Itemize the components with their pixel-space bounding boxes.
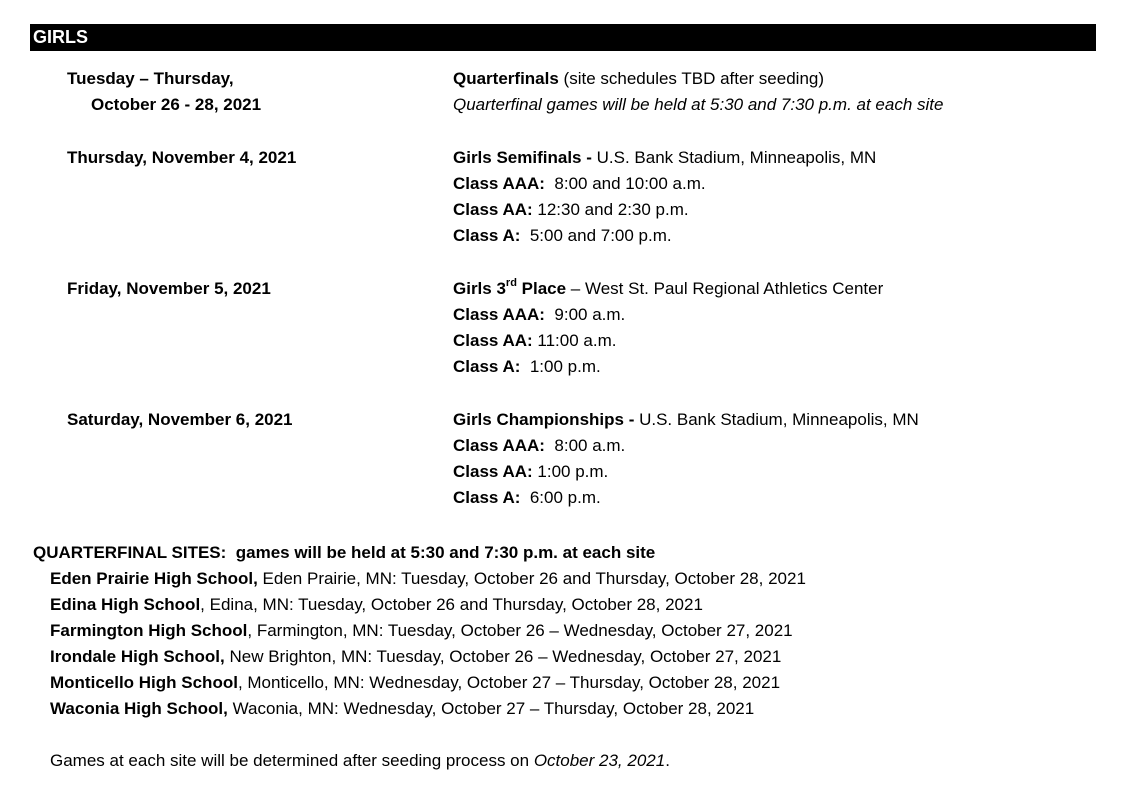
schedule-date: Friday, November 5, 2021 (67, 279, 271, 298)
class-time (453, 354, 601, 380)
footer-note: Games at each site will be determined after seeding process on October 23, 2021. (50, 751, 670, 770)
class-time (453, 328, 616, 354)
class-time (453, 197, 689, 223)
site-item (50, 696, 754, 722)
class-label: Class A: (453, 357, 521, 376)
class-time (453, 433, 625, 459)
site-item (50, 618, 793, 644)
class-time-value: 5:00 and 7:00 p.m. (520, 226, 672, 245)
class-label: Class AAA: (453, 305, 545, 324)
class-time-value: 1:00 p.m. (532, 462, 609, 481)
class-time (453, 485, 601, 511)
event-title: Girls Championships - (453, 410, 635, 429)
class-time (453, 223, 672, 249)
class-label: Class A: (453, 226, 521, 245)
site-detail: New Brighton, MN: Tuesday, October 26 – Wednesday, October 27, 2021 (224, 647, 782, 666)
event-title: Girls Semifinals - (453, 148, 592, 167)
class-label: Class AA: (453, 200, 533, 219)
footer-date: October 23, 2021 (533, 751, 666, 770)
site-detail: , Monticello, MN: Wednesday, October 27 – Thursday, October 28, 2021 (237, 673, 781, 692)
class-time-value: 9:00 a.m. (544, 305, 626, 324)
class-label: Class AAA: (453, 174, 545, 193)
event-title: Quarterfinals (453, 69, 559, 88)
class-time-value: 1:00 p.m. (520, 357, 601, 376)
event-detail: (site schedules TBD after seeding) (558, 69, 825, 88)
class-time-value: 11:00 a.m. (532, 331, 617, 350)
site-school: Eden Prairie High School, (50, 569, 258, 588)
class-time-value: 8:00 a.m. (544, 436, 626, 455)
site-item (50, 566, 806, 592)
site-item (50, 592, 703, 618)
class-time (453, 171, 706, 197)
schedule-event (453, 66, 824, 92)
class-label: Class AAA: (453, 436, 545, 455)
class-label: Class A: (453, 488, 521, 507)
schedule-date-line2: October 26 - 28, 2021 (91, 95, 262, 114)
site-school: Waconia High School, (50, 699, 228, 718)
site-detail: , Farmington, MN: Tuesday, October 26 – Wednesday, October 27, 2021 (247, 621, 793, 640)
event-detail: U.S. Bank Stadium, Minneapolis, MN (591, 148, 877, 167)
class-time (453, 302, 625, 328)
event-detail: U.S. Bank Stadium, Minneapolis, MN (634, 410, 919, 429)
site-item (50, 644, 781, 670)
class-time-value: 8:00 and 10:00 a.m. (544, 174, 706, 193)
event-title: Girls 3rd Place (453, 277, 567, 298)
class-label: Class AA: (453, 331, 533, 350)
schedule-date: Saturday, November 6, 2021 (67, 410, 293, 429)
schedule-note: Quarterfinal games will be held at 5:30 and 7:30 p.m. at each site (453, 95, 944, 114)
event-detail: – West St. Paul Regional Athletics Center (566, 279, 884, 298)
schedule-event (453, 276, 883, 302)
site-school: Monticello High School (50, 673, 238, 692)
site-school: Farmington High School (50, 621, 248, 640)
schedule-event (453, 407, 919, 433)
class-time-value: 6:00 p.m. (520, 488, 601, 507)
class-time (453, 459, 608, 485)
site-detail: Waconia, MN: Wednesday, October 27 – Thursday, October 28, 2021 (227, 699, 755, 718)
class-label: Class AA: (453, 462, 533, 481)
site-item (50, 670, 780, 696)
site-school: Irondale High School, (50, 647, 225, 666)
sites-heading: QUARTERFINAL SITES: games will be held at 5:30 and 7:30 p.m. at each site (33, 543, 656, 562)
site-detail: , Edina, MN: Tuesday, October 26 and Thursday, October 28, 2021 (200, 595, 703, 614)
site-school: Edina High School (50, 595, 201, 614)
site-detail: Eden Prairie, MN: Tuesday, October 26 and Thursday, October 28, 2021 (257, 569, 806, 588)
schedule-event (453, 145, 876, 171)
schedule-date: Thursday, November 4, 2021 (67, 148, 297, 167)
schedule-date-line1: Tuesday – Thursday, (67, 69, 234, 88)
class-time-value: 12:30 and 2:30 p.m. (532, 200, 689, 219)
section-header: GIRLS (30, 24, 1096, 51)
